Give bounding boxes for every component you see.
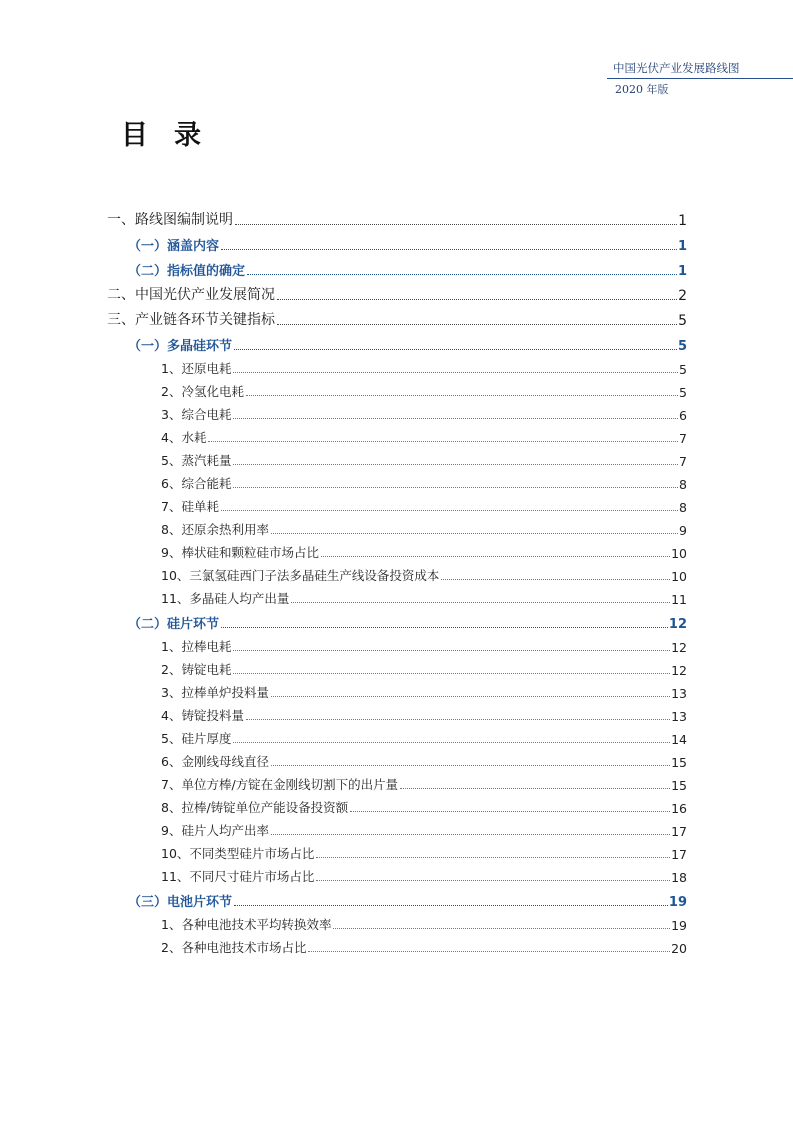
header-edition: 2020 年版 [615,83,669,96]
dot-leader [233,649,670,651]
toc-entry-title: 1、还原电耗 [161,361,232,376]
toc-entry-level3[interactable] [107,747,687,770]
toc-entry-title: 7、单位方棒/方锭在金刚线切割下的出片量 [161,777,399,792]
toc-entry-title: （一）多晶硅环节 [128,339,233,354]
header-divider [607,78,793,79]
toc-entry-level2[interactable] [107,607,687,632]
toc-entry-level1[interactable] [107,304,687,329]
toc-entry-page-number: 12 [668,617,687,632]
toc-entry-level3[interactable] [107,446,687,469]
dot-leader [221,626,668,628]
dot-leader [271,695,670,697]
toc-entry-title: （三）电池片环节 [128,895,233,910]
toc-entry-page-number: 13 [671,686,687,701]
toc-entry-level1[interactable] [107,279,687,304]
toc-entry-level3[interactable] [107,561,687,584]
table-of-contents [107,204,687,956]
toc-entry-page-number: 15 [671,755,687,770]
dot-leader [277,323,677,325]
toc-entry-level2[interactable] [107,229,687,254]
toc-entry-page-number: 6 [679,408,687,423]
toc-entry-page-number: 14 [671,732,687,747]
toc-entry-level3[interactable] [107,377,687,400]
toc-entry-page-number: 17 [671,847,687,862]
toc-entry-title: 一、路线图编制说明 [107,212,233,228]
toc-entry-page-number: 12 [671,663,687,678]
toc-entry-level3[interactable] [107,400,687,423]
toc-entry-level3[interactable] [107,839,687,862]
toc-entry-page-number: 9 [679,523,687,538]
dot-leader [221,509,678,511]
toc-entry-page-number: 12 [671,640,687,655]
dot-leader [271,764,670,766]
toc-entry-level1[interactable] [107,204,687,229]
running-header [607,60,793,97]
toc-entry-title: 二、中国光伏产业发展简况 [107,287,275,303]
toc-entry-page-number: 7 [679,454,687,469]
toc-entry-level3[interactable] [107,701,687,724]
toc-entry-level3[interactable] [107,492,687,515]
header-title: 中国光伏产业发展路线图 [613,61,740,75]
toc-entry-level3[interactable] [107,910,687,933]
toc-entry-level3[interactable] [107,515,687,538]
dot-leader [277,298,677,300]
dot-leader [247,273,677,275]
dot-leader [233,371,678,373]
toc-entry-title: 9、棒状硅和颗粒硅市场占比 [161,545,319,560]
toc-entry-page-number: 10 [671,569,687,584]
toc-entry-title: 三、产业链各环节关键指标 [107,312,275,328]
toc-entry-title: 5、蒸汽耗量 [161,453,232,468]
dot-leader [321,555,670,557]
dot-leader [233,463,678,465]
dot-leader [233,417,678,419]
dot-leader [235,223,677,225]
dot-leader [308,950,670,952]
toc-entry-title: 11、不同尺寸硅片市场占比 [161,869,315,884]
toc-entry-title: 1、各种电池技术平均转换效率 [161,917,332,932]
toc-entry-title: 3、综合电耗 [161,407,232,422]
toc-entry-level3[interactable] [107,423,687,446]
toc-entry-title: 10、三氯氢硅西门子法多晶硅生产线设备投资成本 [161,568,440,583]
toc-entry-title: 3、拉棒单炉投料量 [161,685,269,700]
toc-entry-page-number: 18 [671,870,687,885]
toc-entry-title: 4、铸锭投料量 [161,708,244,723]
toc-entry-title: 2、铸锭电耗 [161,662,232,677]
toc-entry-title: 1、拉棒电耗 [161,639,232,654]
toc-entry-level3[interactable] [107,538,687,561]
toc-entry-level3[interactable] [107,354,687,377]
toc-entry-level3[interactable] [107,933,687,956]
dot-leader [234,904,668,906]
toc-entry-page-number: 5 [679,362,687,377]
toc-entry-level3[interactable] [107,584,687,607]
dot-leader [316,856,670,858]
toc-entry-page-number: 1 [677,239,687,254]
toc-entry-title: 4、水耗 [161,430,207,445]
toc-entry-page-number: 15 [671,778,687,793]
toc-entry-title: 2、各种电池技术市场占比 [161,940,307,955]
dot-leader [291,601,670,603]
toc-entry-page-number: 16 [671,801,687,816]
toc-entry-page-number: 20 [671,941,687,956]
toc-entry-page-number: 8 [679,500,687,515]
dot-leader [233,672,670,674]
dot-leader [333,927,670,929]
toc-entry-level2[interactable] [107,254,687,279]
dot-leader [400,787,670,789]
dot-leader [208,440,678,442]
toc-entry-page-number: 1 [677,264,687,279]
dot-leader [233,741,670,743]
toc-entry-title: 10、不同类型硅片市场占比 [161,846,315,861]
dot-leader [221,248,677,250]
toc-entry-page-number: 10 [671,546,687,561]
toc-entry-title: 8、拉棒/铸锭单位产能设备投资额 [161,800,349,815]
toc-entry-page-number: 2 [678,288,687,304]
dot-leader [350,810,670,812]
toc-entry-level3[interactable] [107,632,687,655]
dot-leader [246,394,678,396]
toc-entry-level3[interactable] [107,678,687,701]
dot-leader [246,718,670,720]
dot-leader [316,879,670,881]
toc-entry-title: 6、金刚线母线直径 [161,754,269,769]
toc-entry-page-number: 19 [671,918,687,933]
toc-entry-level3[interactable] [107,793,687,816]
toc-entry-page-number: 17 [671,824,687,839]
toc-entry-page-number: 1 [678,213,687,229]
dot-leader [271,532,678,534]
toc-entry-title: （二）硅片环节 [128,617,220,632]
toc-entry-page-number: 5 [677,339,687,354]
toc-entry-title: 9、硅片人均产出率 [161,823,269,838]
dot-leader [234,348,677,350]
toc-entry-page-number: 19 [668,895,687,910]
toc-entry-page-number: 13 [671,709,687,724]
toc-entry-level2[interactable] [107,329,687,354]
toc-entry-level3[interactable] [107,469,687,492]
toc-entry-page-number: 5 [679,385,687,400]
toc-entry-page-number: 11 [671,592,687,607]
toc-entry-level3[interactable] [107,862,687,885]
toc-entry-title: （一）涵盖内容 [128,239,220,254]
toc-entry-page-number: 5 [678,313,687,329]
toc-entry-title: （二）指标值的确定 [128,264,246,279]
dot-leader [233,486,678,488]
dot-leader [441,578,670,580]
dot-leader [271,833,670,835]
toc-entry-level3[interactable] [107,655,687,678]
toc-entry-level3[interactable] [107,816,687,839]
toc-entry-title: 5、硅片厚度 [161,731,232,746]
toc-entry-level3[interactable] [107,770,687,793]
toc-entry-page-number: 8 [679,477,687,492]
toc-entry-title: 11、多晶硅人均产出量 [161,591,290,606]
toc-entry-title: 6、综合能耗 [161,476,232,491]
toc-title: 目录 [121,120,227,151]
toc-entry-level2[interactable] [107,885,687,910]
toc-entry-title: 8、还原余热利用率 [161,522,269,537]
toc-entry-level3[interactable] [107,724,687,747]
toc-entry-page-number: 7 [679,431,687,446]
toc-entry-title: 2、冷氢化电耗 [161,384,244,399]
toc-entry-title: 7、硅单耗 [161,499,219,514]
